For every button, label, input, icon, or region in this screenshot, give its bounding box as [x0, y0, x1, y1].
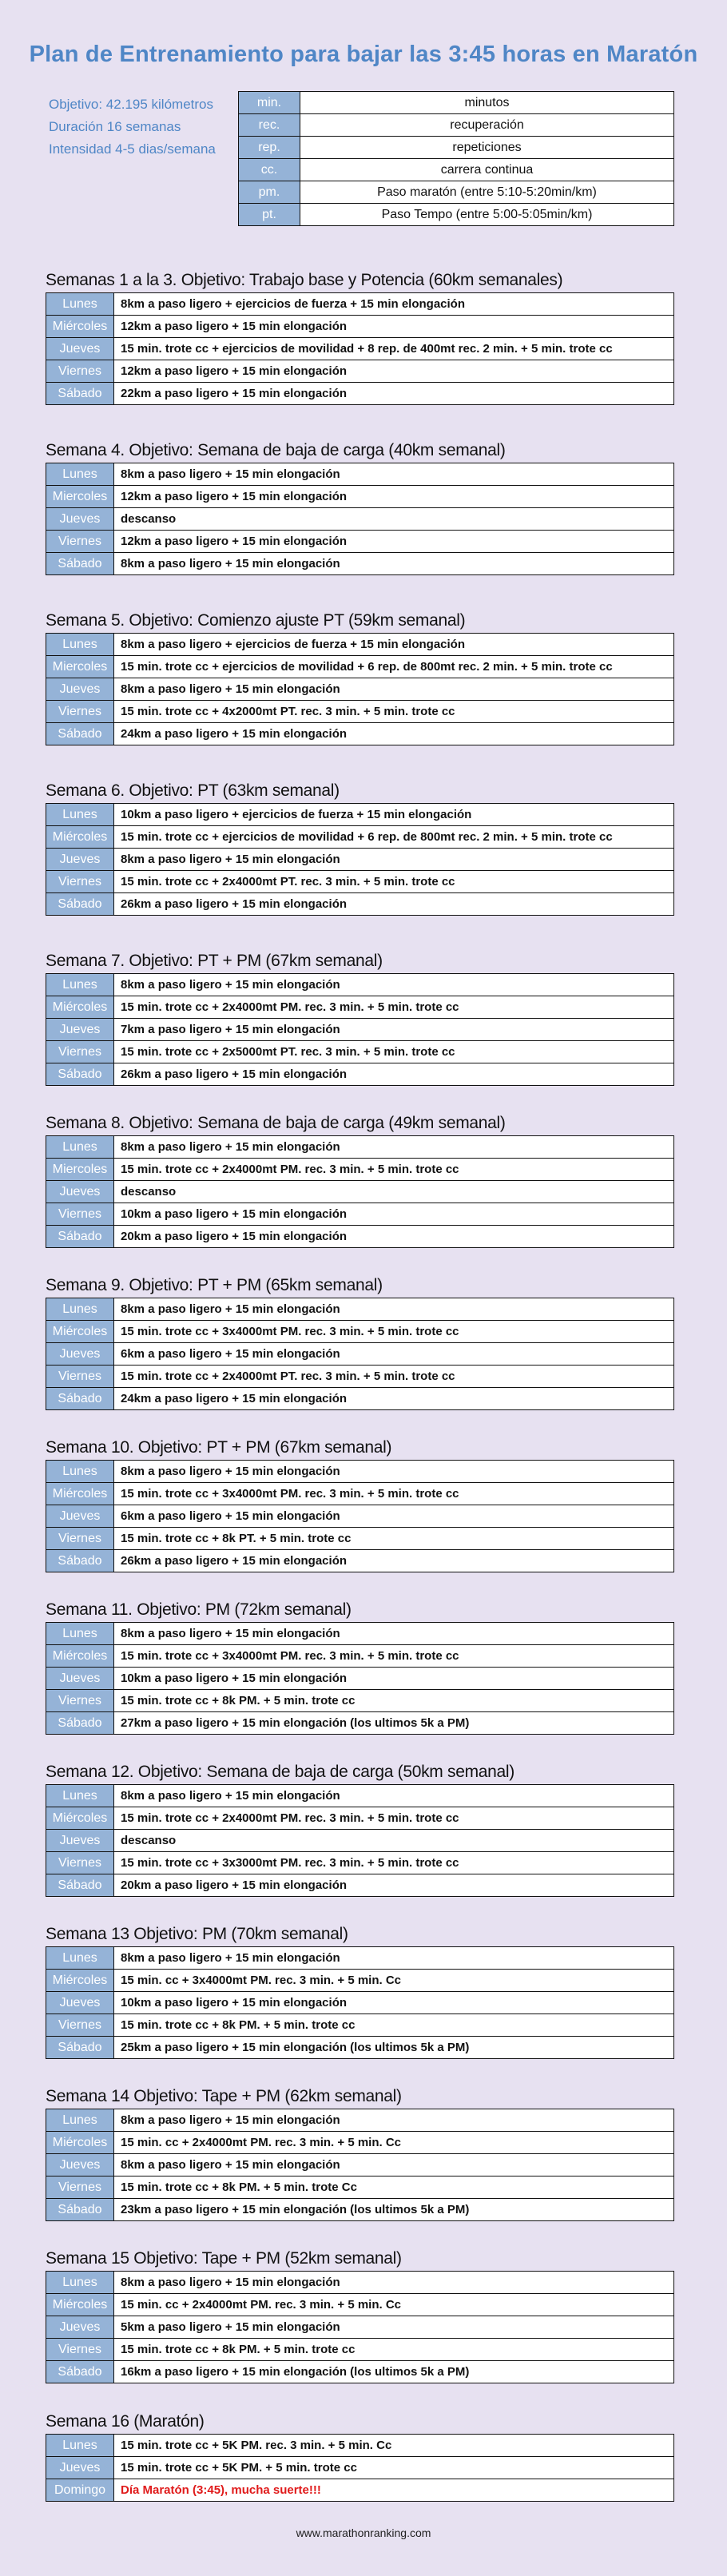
activity-text: 8km a paso ligero + 15 min elongación	[114, 849, 674, 871]
activity-text: descanso	[114, 1830, 674, 1852]
activity-text: 15 min. cc + 2x4000mt PM. rec. 3 min. + 5 min. Cc	[114, 2132, 674, 2154]
activity-text: 15 min. trote cc + 8k PM. + 5 min. trote cc	[114, 2339, 674, 2361]
schedule-row	[46, 1505, 674, 1528]
day-label: Domingo	[46, 2479, 114, 2502]
day-label: Viernes	[46, 871, 114, 893]
activity-text: 6km a paso ligero + 15 min elongación	[114, 1505, 674, 1528]
activity-text: Día Maratón (3:45), mucha suerte!!!	[114, 2479, 674, 2502]
activity-text: 8km a paso ligero + 15 min elongación	[114, 1298, 674, 1321]
activity-text: 8km a paso ligero + 15 min elongación	[114, 2272, 674, 2294]
day-label: Jueves	[46, 508, 114, 531]
schedule-row	[46, 293, 674, 316]
week-schedule-table	[46, 1622, 674, 1735]
activity-text: descanso	[114, 508, 674, 531]
activity-text: 15 min. trote cc + 4x2000mt PT. rec. 3 min. + 5 min. trote cc	[114, 701, 674, 723]
legend-meaning: recuperación	[300, 114, 674, 137]
day-label: Lunes	[46, 293, 114, 316]
day-label: Viernes	[46, 1690, 114, 1712]
day-label: Miércoles	[46, 826, 114, 849]
activity-text: 16km a paso ligero + 15 min elongación (los ultimos 5k a PM)	[114, 2361, 674, 2383]
activity-text: 15 min. trote cc + ejercicios de movilidad + 6 rep. de 800mt rec. 2 min. + 5 min. trote cc	[114, 656, 674, 678]
week-section	[46, 2247, 674, 2383]
schedule-row	[46, 1366, 674, 1388]
week-title: Semana 10. Objetivo: PT + PM (67km semanal)	[46, 1438, 392, 1457]
day-label: Jueves	[46, 678, 114, 701]
day-label: Sábado	[46, 2037, 114, 2059]
schedule-row	[46, 1712, 674, 1735]
activity-text: 15 min. trote cc + ejercicios de movilidad + 6 rep. de 800mt rec. 2 min. + 5 min. trote cc	[114, 826, 674, 849]
day-label: Sábado	[46, 1712, 114, 1735]
day-label: Jueves	[46, 1668, 114, 1690]
activity-text: 15 min. trote cc + 8k PM. + 5 min. trote cc	[114, 1690, 674, 1712]
activity-text: 8km a paso ligero + 15 min elongación	[114, 1136, 674, 1159]
day-label: Jueves	[46, 1830, 114, 1852]
day-label: Sábado	[46, 2361, 114, 2383]
schedule-row	[46, 1388, 674, 1410]
day-label: Miércoles	[46, 1321, 114, 1343]
week-section	[46, 439, 674, 575]
schedule-row	[46, 508, 674, 531]
footer-website: www.marathonranking.com	[296, 2526, 431, 2539]
activity-text: 15 min. cc + 2x4000mt PM. rec. 3 min. + 5 min. Cc	[114, 2294, 674, 2316]
day-label: Miércoles	[46, 1645, 114, 1668]
activity-text: 15 min. trote cc + 5K PM. + 5 min. trote cc	[114, 2457, 674, 2479]
day-label: Lunes	[46, 2435, 114, 2457]
activity-text: 8km a paso ligero + 15 min elongación	[114, 1623, 674, 1645]
legend-row	[239, 159, 674, 181]
day-label: Lunes	[46, 1623, 114, 1645]
legend-row	[239, 92, 674, 114]
day-label: Miércoles	[46, 996, 114, 1019]
activity-text: 24km a paso ligero + 15 min elongación	[114, 1388, 674, 1410]
activity-text: 15 min. trote cc + 2x5000mt PT. rec. 3 min. + 5 min. trote cc	[114, 1041, 674, 1063]
week-schedule-table	[46, 463, 674, 575]
week-schedule-table	[46, 633, 674, 745]
schedule-row	[46, 1528, 674, 1550]
legend-row	[239, 181, 674, 204]
schedule-row	[46, 634, 674, 656]
legend-row	[239, 137, 674, 159]
legend-abbreviation: pm.	[239, 181, 300, 204]
schedule-row	[46, 2361, 674, 2383]
week-section	[46, 779, 674, 916]
week-section	[46, 1598, 674, 1735]
activity-text: 23km a paso ligero + 15 min elongación (los ultimos 5k a PM)	[114, 2199, 674, 2221]
day-label: Jueves	[46, 1181, 114, 1203]
schedule-row	[46, 974, 674, 996]
activity-text: 15 min. trote cc + 2x4000mt PT. rec. 3 min. + 5 min. trote cc	[114, 871, 674, 893]
legend-meaning: Paso maratón (entre 5:10-5:20min/km)	[300, 181, 674, 204]
schedule-row	[46, 871, 674, 893]
day-label: Lunes	[46, 634, 114, 656]
activity-text: 15 min. trote cc + 8k PM. + 5 min. trote cc	[114, 2014, 674, 2037]
activity-text: 12km a paso ligero + 15 min elongación	[114, 486, 674, 508]
activity-text: 8km a paso ligero + 15 min elongación	[114, 974, 674, 996]
schedule-row	[46, 2199, 674, 2221]
day-label: Sábado	[46, 383, 114, 405]
schedule-row	[46, 1874, 674, 1897]
schedule-row	[46, 804, 674, 826]
schedule-row	[46, 1461, 674, 1483]
intensity-text: Intensidad 4-5 dias/semana	[49, 141, 216, 157]
day-label: Viernes	[46, 2339, 114, 2361]
schedule-row	[46, 1181, 674, 1203]
week-section	[46, 1111, 674, 1248]
schedule-row	[46, 1807, 674, 1830]
legend-meaning: repeticiones	[300, 137, 674, 159]
activity-text: 15 min. trote cc + 3x3000mt PM. rec. 3 min. + 5 min. trote cc	[114, 1852, 674, 1874]
legend-abbreviation: rec.	[239, 114, 300, 137]
activity-text: 8km a paso ligero + 15 min elongación	[114, 463, 674, 486]
day-label: Viernes	[46, 2014, 114, 2037]
activity-text: 8km a paso ligero + 15 min elongación	[114, 553, 674, 575]
schedule-row	[46, 531, 674, 553]
schedule-row	[46, 1203, 674, 1226]
schedule-row	[46, 1159, 674, 1181]
day-label: Miercoles	[46, 656, 114, 678]
schedule-row	[46, 1690, 674, 1712]
schedule-row	[46, 2154, 674, 2176]
activity-text: 5km a paso ligero + 15 min elongación	[114, 2316, 674, 2339]
schedule-row	[46, 826, 674, 849]
day-label: Viernes	[46, 1852, 114, 1874]
day-label: Viernes	[46, 701, 114, 723]
schedule-row	[46, 1623, 674, 1645]
week-schedule-table	[46, 1946, 674, 2059]
schedule-row	[46, 2316, 674, 2339]
day-label: Viernes	[46, 2176, 114, 2199]
legend-meaning: carrera continua	[300, 159, 674, 181]
week-schedule-table	[46, 2109, 674, 2221]
day-label: Viernes	[46, 1041, 114, 1063]
schedule-row	[46, 553, 674, 575]
schedule-row	[46, 2014, 674, 2037]
schedule-row	[46, 1226, 674, 1248]
legend-abbreviation: cc.	[239, 159, 300, 181]
activity-text: 15 min. trote cc + 5K PM. rec. 3 min. + 5 min. Cc	[114, 2435, 674, 2457]
week-title: Semana 11. Objetivo: PM (72km semanal)	[46, 1600, 352, 1619]
day-label: Viernes	[46, 360, 114, 383]
schedule-row	[46, 678, 674, 701]
week-section	[46, 2085, 674, 2221]
schedule-row	[46, 2132, 674, 2154]
day-label: Lunes	[46, 1298, 114, 1321]
day-label: Sábado	[46, 1063, 114, 1086]
activity-text: 8km a paso ligero + 15 min elongación	[114, 1461, 674, 1483]
day-label: Sábado	[46, 1388, 114, 1410]
schedule-row	[46, 1970, 674, 1992]
week-title: Semana 6. Objetivo: PT (63km semanal)	[46, 781, 340, 800]
activity-text: 15 min. trote cc + 2x4000mt PT. rec. 3 min. + 5 min. trote cc	[114, 1366, 674, 1388]
day-label: Lunes	[46, 1136, 114, 1159]
day-label: Miércoles	[46, 1970, 114, 1992]
legend-meaning: minutos	[300, 92, 674, 114]
activity-text: 15 min. trote cc + ejercicios de movilidad + 8 rep. de 400mt rec. 2 min. + 5 min. trote cc	[114, 338, 674, 360]
day-label: Miércoles	[46, 2294, 114, 2316]
schedule-row	[46, 1136, 674, 1159]
schedule-row	[46, 723, 674, 745]
week-section	[46, 949, 674, 1086]
activity-text: 15 min. trote cc + 2x4000mt PM. rec. 3 min. + 5 min. trote cc	[114, 1807, 674, 1830]
day-label: Jueves	[46, 1343, 114, 1366]
day-label: Sábado	[46, 893, 114, 916]
activity-text: 12km a paso ligero + 15 min elongación	[114, 316, 674, 338]
schedule-row	[46, 1343, 674, 1366]
week-schedule-table	[46, 2271, 674, 2383]
week-schedule-table	[46, 292, 674, 405]
page-title: Plan de Entrenamiento para bajar las 3:45 horas en Maratón	[29, 42, 698, 67]
activity-text: 20km a paso ligero + 15 min elongación	[114, 1874, 674, 1897]
day-label: Jueves	[46, 1505, 114, 1528]
activity-text: 10km a paso ligero + ejercicios de fuerza + 15 min elongación	[114, 804, 674, 826]
objective-text: Objetivo: 42.195 kilómetros	[49, 97, 213, 112]
week-title: Semana 9. Objetivo: PT + PM (65km semanal)	[46, 1276, 383, 1294]
activity-text: 15 min. cc + 3x4000mt PM. rec. 3 min. + 5 min. Cc	[114, 1970, 674, 1992]
day-label: Lunes	[46, 1461, 114, 1483]
activity-text: 15 min. trote cc + 8k PT. + 5 min. trote cc	[114, 1528, 674, 1550]
week-title: Semana 4. Objetivo: Semana de baja de carga (40km semanal)	[46, 441, 506, 459]
day-label: Lunes	[46, 1785, 114, 1807]
week-section	[46, 1274, 674, 1410]
activity-text: 15 min. trote cc + 3x4000mt PM. rec. 3 min. + 5 min. trote cc	[114, 1321, 674, 1343]
activity-text: 8km a paso ligero + ejercicios de fuerza + 15 min elongación	[114, 293, 674, 316]
week-title: Semana 7. Objetivo: PT + PM (67km semanal)	[46, 952, 383, 970]
week-section	[46, 2410, 674, 2502]
activity-text: 26km a paso ligero + 15 min elongación	[114, 893, 674, 916]
schedule-row	[46, 1830, 674, 1852]
week-schedule-table	[46, 1460, 674, 1572]
activity-text: 8km a paso ligero + ejercicios de fuerza + 15 min elongación	[114, 634, 674, 656]
schedule-row	[46, 2479, 674, 2502]
day-label: Viernes	[46, 1366, 114, 1388]
schedule-row	[46, 1041, 674, 1063]
legend-abbreviation: rep.	[239, 137, 300, 159]
activity-text: 26km a paso ligero + 15 min elongación	[114, 1550, 674, 1572]
schedule-row	[46, 316, 674, 338]
day-label: Jueves	[46, 2154, 114, 2176]
schedule-row	[46, 1321, 674, 1343]
schedule-row	[46, 893, 674, 916]
activity-text: 8km a paso ligero + 15 min elongación	[114, 1785, 674, 1807]
legend-row	[239, 114, 674, 137]
activity-text: 7km a paso ligero + 15 min elongación	[114, 1019, 674, 1041]
week-schedule-table	[46, 1784, 674, 1897]
week-title: Semana 13 Objetivo: PM (70km semanal)	[46, 1925, 348, 1943]
schedule-row	[46, 2037, 674, 2059]
schedule-row	[46, 2109, 674, 2132]
activity-text: 24km a paso ligero + 15 min elongación	[114, 723, 674, 745]
activity-text: 15 min. trote cc + 2x4000mt PM. rec. 3 min. + 5 min. trote cc	[114, 1159, 674, 1181]
day-label: Lunes	[46, 2272, 114, 2294]
day-label: Sábado	[46, 1874, 114, 1897]
activity-text: 8km a paso ligero + 15 min elongación	[114, 2154, 674, 2176]
day-label: Lunes	[46, 974, 114, 996]
legend-row	[239, 204, 674, 226]
activity-text: 15 min. trote cc + 8k PM. + 5 min. trote Cc	[114, 2176, 674, 2199]
week-title: Semana 16 (Maratón)	[46, 2412, 205, 2431]
schedule-row	[46, 2435, 674, 2457]
schedule-row	[46, 2294, 674, 2316]
schedule-row	[46, 1645, 674, 1668]
schedule-row	[46, 486, 674, 508]
week-title: Semanas 1 a la 3. Objetivo: Trabajo base y Potencia (60km semanales)	[46, 271, 563, 289]
week-schedule-table	[46, 2434, 674, 2502]
activity-text: 12km a paso ligero + 15 min elongación	[114, 531, 674, 553]
day-label: Jueves	[46, 2316, 114, 2339]
day-label: Jueves	[46, 2457, 114, 2479]
week-section	[46, 609, 674, 745]
legend-abbreviation: pt.	[239, 204, 300, 226]
activity-text: 8km a paso ligero + 15 min elongación	[114, 678, 674, 701]
activity-text: 27km a paso ligero + 15 min elongación (los ultimos 5k a PM)	[114, 1712, 674, 1735]
activity-text: 10km a paso ligero + 15 min elongación	[114, 1203, 674, 1226]
week-title: Semana 8. Objetivo: Semana de baja de carga (49km semanal)	[46, 1114, 506, 1132]
week-section	[46, 1922, 674, 2059]
day-label: Jueves	[46, 849, 114, 871]
day-label: Sábado	[46, 553, 114, 575]
schedule-row	[46, 1947, 674, 1970]
day-label: Viernes	[46, 531, 114, 553]
day-label: Miercoles	[46, 1159, 114, 1181]
activity-text: 12km a paso ligero + 15 min elongación	[114, 360, 674, 383]
day-label: Sábado	[46, 1226, 114, 1248]
activity-text: 10km a paso ligero + 15 min elongación	[114, 1668, 674, 1690]
day-label: Jueves	[46, 338, 114, 360]
day-label: Viernes	[46, 1203, 114, 1226]
legend-meaning: Paso Tempo (entre 5:00-5:05min/km)	[300, 204, 674, 226]
activity-text: 26km a paso ligero + 15 min elongación	[114, 1063, 674, 1086]
duration-text: Duración 16 semanas	[49, 119, 181, 134]
activity-text: 8km a paso ligero + 15 min elongación	[114, 1947, 674, 1970]
activity-text: 20km a paso ligero + 15 min elongación	[114, 1226, 674, 1248]
day-label: Miércoles	[46, 316, 114, 338]
day-label: Miércoles	[46, 1483, 114, 1505]
schedule-row	[46, 656, 674, 678]
week-title: Semana 5. Objetivo: Comienzo ajuste PT (59km semanal)	[46, 611, 466, 630]
activity-text: 8km a paso ligero + 15 min elongación	[114, 2109, 674, 2132]
activity-text: 6km a paso ligero + 15 min elongación	[114, 1343, 674, 1366]
day-label: Miércoles	[46, 1807, 114, 1830]
schedule-row	[46, 2339, 674, 2361]
day-label: Lunes	[46, 804, 114, 826]
activity-text: 15 min. trote cc + 3x4000mt PM. rec. 3 min. + 5 min. trote cc	[114, 1483, 674, 1505]
schedule-row	[46, 1063, 674, 1086]
schedule-row	[46, 1852, 674, 1874]
abbreviation-legend	[238, 91, 674, 226]
week-section	[46, 268, 674, 405]
schedule-row	[46, 338, 674, 360]
week-schedule-table	[46, 973, 674, 1086]
schedule-row	[46, 1019, 674, 1041]
activity-text: 22km a paso ligero + 15 min elongación	[114, 383, 674, 405]
legend-abbreviation: min.	[239, 92, 300, 114]
activity-text: 15 min. trote cc + 2x4000mt PM. rec. 3 min. + 5 min. trote cc	[114, 996, 674, 1019]
week-schedule-table	[46, 803, 674, 916]
day-label: Sábado	[46, 2199, 114, 2221]
schedule-row	[46, 1550, 674, 1572]
activity-text: 25km a paso ligero + 15 min elongación (los ultimos 5k a PM)	[114, 2037, 674, 2059]
day-label: Sábado	[46, 1550, 114, 1572]
activity-text: 15 min. trote cc + 3x4000mt PM. rec. 3 min. + 5 min. trote cc	[114, 1645, 674, 1668]
plan-info	[49, 93, 216, 161]
schedule-row	[46, 701, 674, 723]
day-label: Jueves	[46, 1019, 114, 1041]
activity-text: 10km a paso ligero + 15 min elongación	[114, 1992, 674, 2014]
day-label: Lunes	[46, 2109, 114, 2132]
schedule-row	[46, 463, 674, 486]
week-title: Semana 15 Objetivo: Tape + PM (52km semanal)	[46, 2249, 402, 2268]
activity-text: descanso	[114, 1181, 674, 1203]
week-schedule-table	[46, 1298, 674, 1410]
week-section	[46, 1760, 674, 1897]
schedule-row	[46, 1992, 674, 2014]
day-label: Miércoles	[46, 2132, 114, 2154]
week-schedule-table	[46, 1135, 674, 1248]
week-section	[46, 1436, 674, 1572]
schedule-row	[46, 996, 674, 1019]
schedule-row	[46, 2176, 674, 2199]
day-label: Jueves	[46, 1992, 114, 2014]
day-label: Miercoles	[46, 486, 114, 508]
week-title: Semana 12. Objetivo: Semana de baja de carga (50km semanal)	[46, 1763, 514, 1781]
schedule-row	[46, 1483, 674, 1505]
schedule-row	[46, 849, 674, 871]
schedule-row	[46, 360, 674, 383]
day-label: Lunes	[46, 463, 114, 486]
schedule-row	[46, 1298, 674, 1321]
day-label: Viernes	[46, 1528, 114, 1550]
schedule-row	[46, 1785, 674, 1807]
day-label: Lunes	[46, 1947, 114, 1970]
day-label: Sábado	[46, 723, 114, 745]
schedule-row	[46, 2272, 674, 2294]
week-title: Semana 14 Objetivo: Tape + PM (62km semanal)	[46, 2087, 402, 2105]
schedule-row	[46, 383, 674, 405]
schedule-row	[46, 1668, 674, 1690]
schedule-row	[46, 2457, 674, 2479]
